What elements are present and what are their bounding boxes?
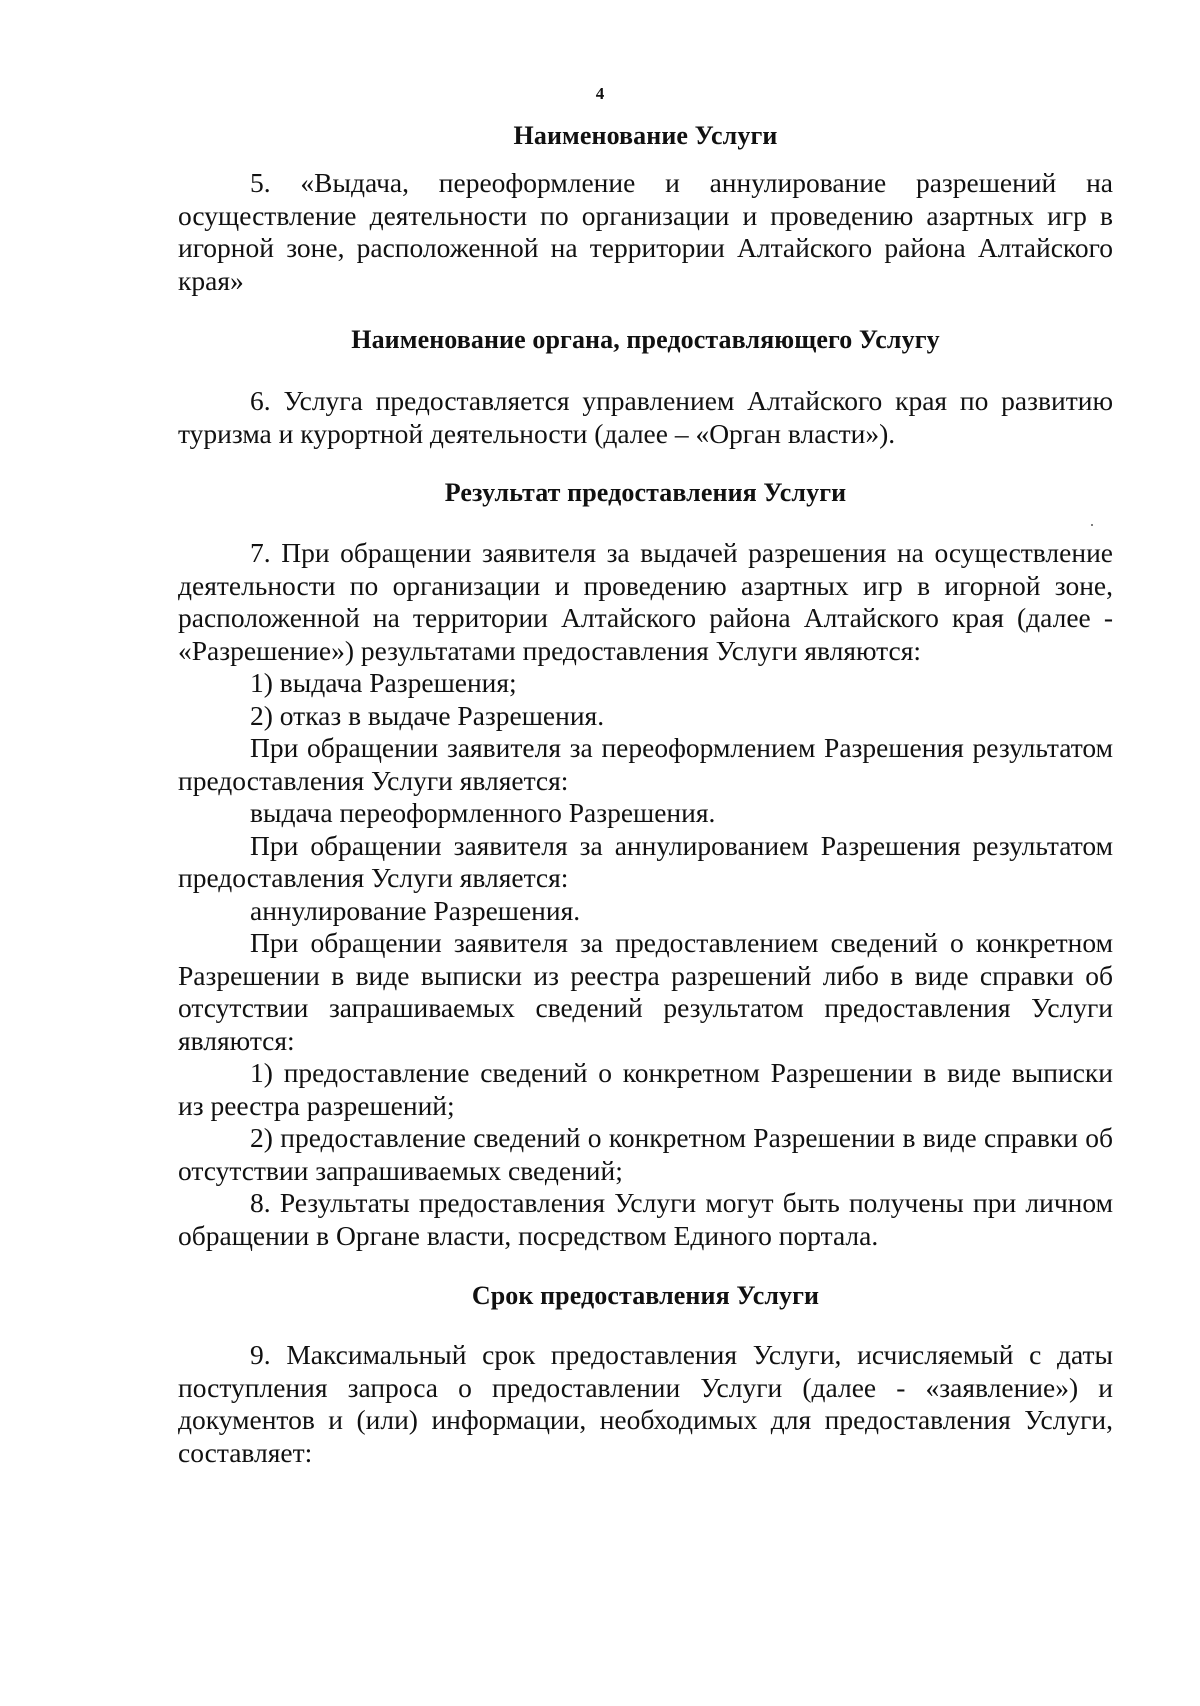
paragraph-7-item-2: 2) отказ в выдаче Разрешения. (250, 699, 605, 731)
paragraph-7-reissue-result: выдача переоформленного Разрешения. (250, 797, 716, 828)
paragraph-7-reissue: При обращении заявителя за переоформлением Разрешения результатом предоставления Услуги является: (178, 732, 1113, 796)
document-body (178, 120, 1113, 1469)
paragraph-7-annul: При обращении заявителя за аннулированием Разрешения результатом предоставления Услуги является: (178, 829, 1113, 893)
paragraph-9: 9. Максимальный срок предоставления Услуги, исчисляемый с даты поступления запроса о предоставлении Услуги (далее - «заявление») и документов и (или) информации, необходимых для предоставления Услуги, составляет: (178, 1339, 1113, 1468)
heading-service-name: Наименование Услуги (513, 121, 778, 150)
heading-service-term: Срок предоставления Услуги (471, 1281, 820, 1310)
heading-service-result: Результат предоставления Услуги (444, 478, 847, 507)
heading-authority-name: Наименование органа, предоставляющего Услугу (351, 325, 940, 354)
paragraph-7: 7. При обращении заявителя за выдачей разрешения на осуществление деятельности по организации и проведению азартных игр в игорной зоне, расположенной на территории Алтайского района Алтайского края (далее - «Разрешение») результатами предоставления Услуги являются: (178, 537, 1113, 666)
paragraph-7-info: При обращении заявителя за предоставлением сведений о конкретном Разрешении в виде выписки из реестра разрешений либо в виде справки об отсутствии запрашиваемых сведений результатом предоставления Услуги являются: (178, 927, 1113, 1056)
paragraph-7-item-1: 1) выдача Разрешения; (250, 667, 517, 698)
page-number: 4 (595, 84, 605, 103)
paragraph-8: 8. Результаты предоставления Услуги могут быть получены при личном обращении в Органе власти, посредством Единого портала. (178, 1187, 1113, 1251)
paragraph-7-info-item-1: 1) предоставление сведений о конкретном Разрешении в виде выписки из реестра разрешений; (178, 1057, 1113, 1121)
paragraph-7-info-item-2: 2) предоставление сведений о конкретном Разрешении в виде справки об отсутствии запрашиваемых сведений; (178, 1122, 1113, 1186)
paragraph-7-annul-result: аннулирование Разрешения. (250, 894, 581, 926)
paragraph-6: 6. Услуга предоставляется управлением Алтайского края по развитию туризма и курортной деятельности (далее – «Орган власти»). (178, 385, 1113, 449)
paragraph-5: 5. «Выдача, переоформление и аннулирование разрешений на осуществление деятельности по организации и проведению азартных игр в игорной зоне, расположенной на территории Алтайского района Алтайского края» (178, 167, 1113, 296)
